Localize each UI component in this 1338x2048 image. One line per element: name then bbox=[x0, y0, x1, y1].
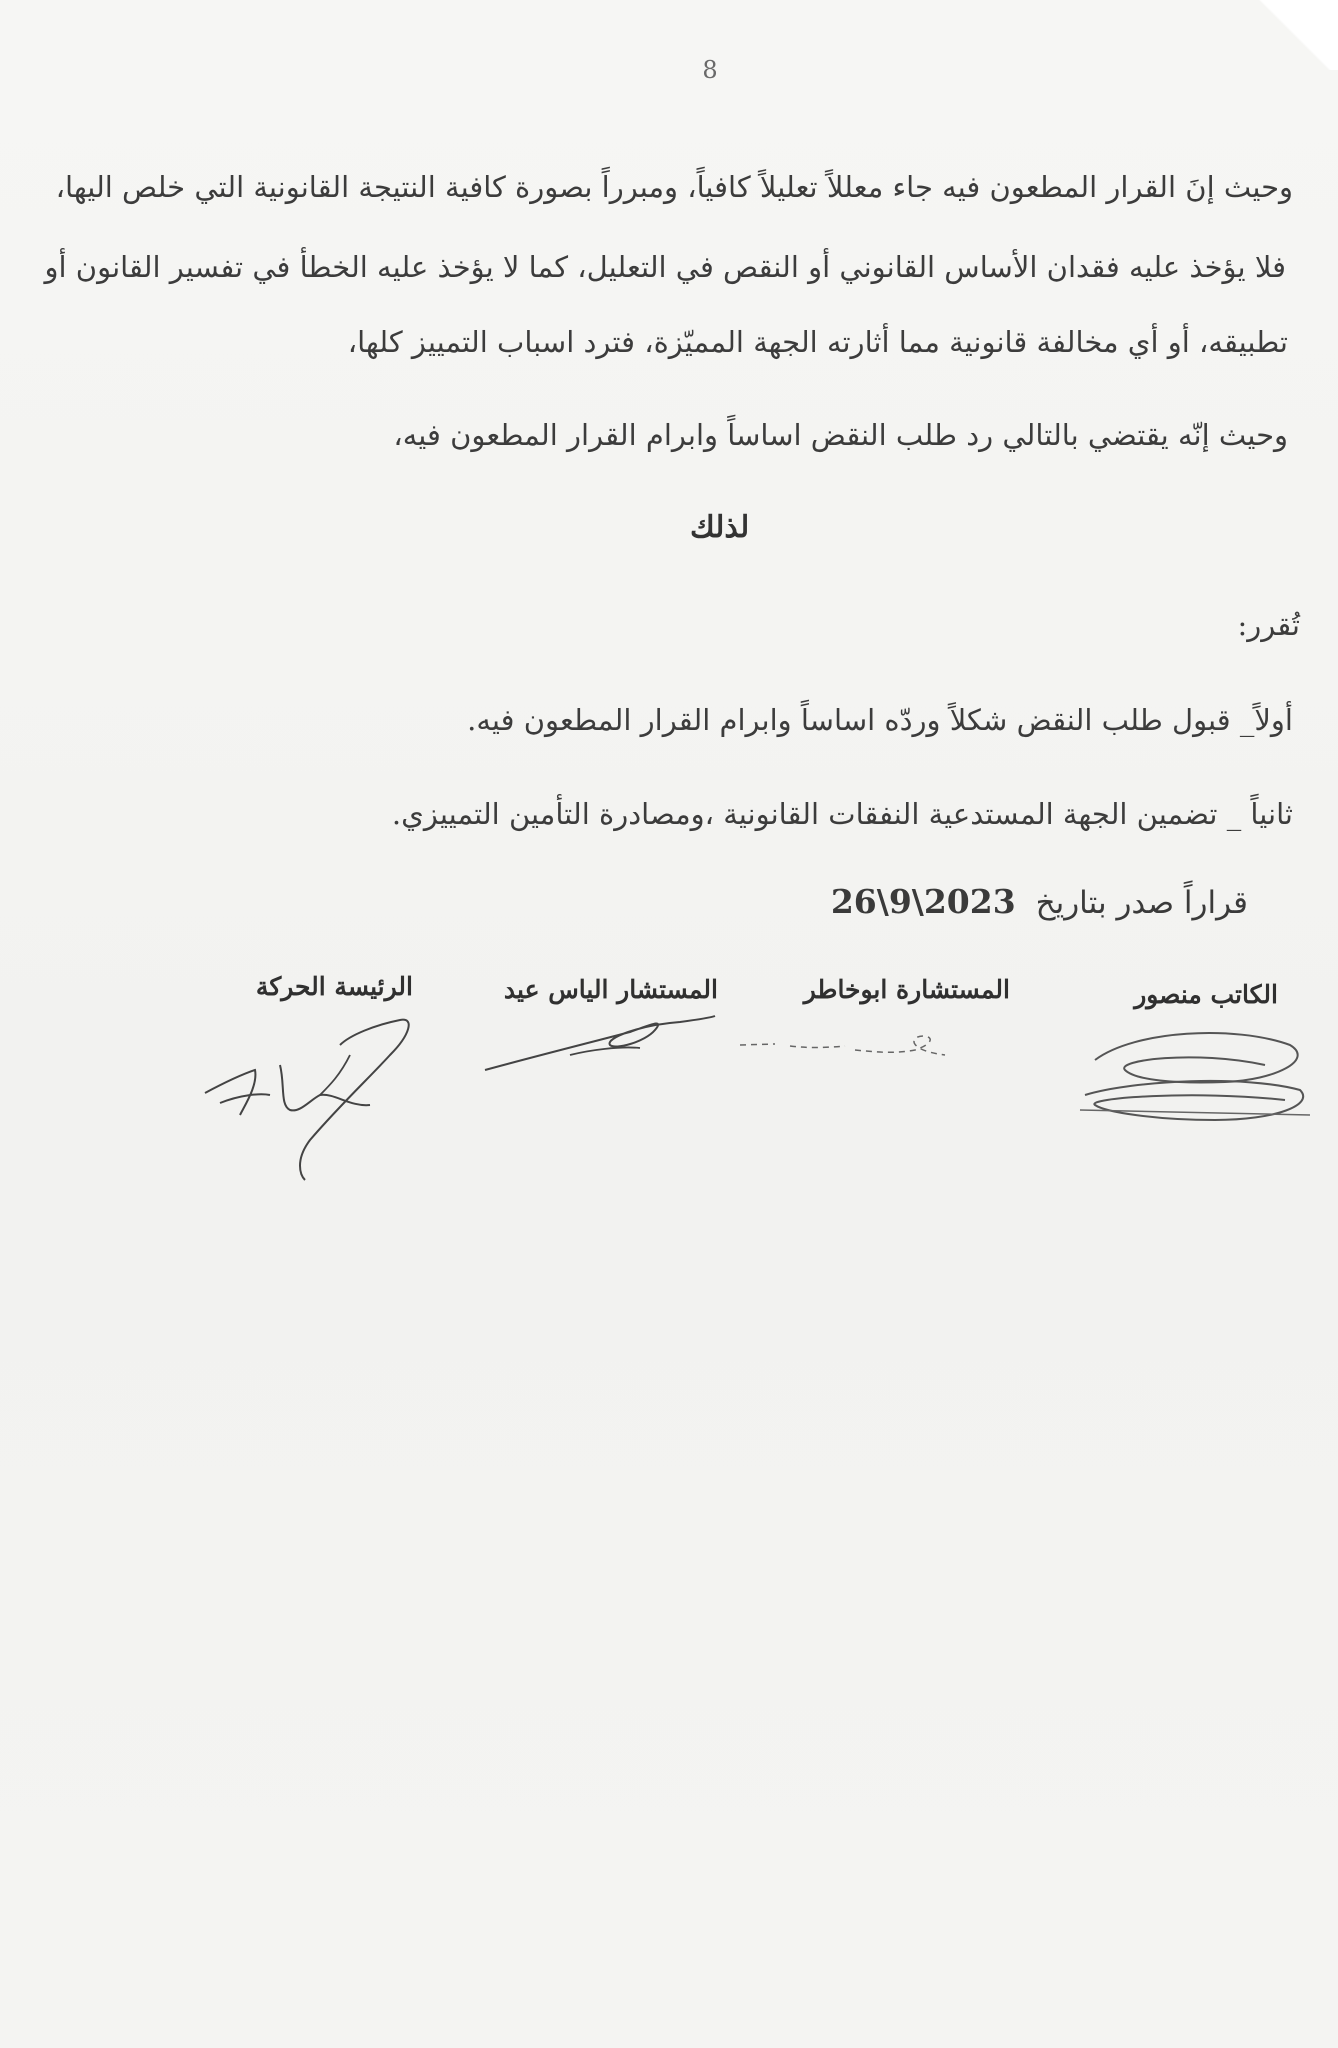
signature-counselor-1 bbox=[735, 1030, 955, 1070]
signatory-clerk-name: الكاتب منصور bbox=[1134, 980, 1278, 1009]
decides-label: تُقرر: bbox=[1237, 608, 1300, 642]
heading-therefore: لذلك bbox=[690, 510, 750, 545]
decision-item-2: ثانياً _ تضمين الجهة المستدعية النفقات القانونية ،ومصادرة التأمين التمييزي. bbox=[391, 797, 1293, 831]
decision-item-1: أولاً_ قبول طلب النقض شكلاً وردّه اساساً وابرام القرار المطعون فيه. bbox=[467, 703, 1293, 737]
decision-date: 2023\9\26 bbox=[830, 882, 1016, 921]
paragraph-1-line-3: تطبيقه، أو أي مخالفة قانونية مما أثارته الجهة المميّزة، فترد اسباب التمييز كلها، bbox=[347, 325, 1288, 359]
signatory-counselor-2-name: المستشار الياس عيد bbox=[503, 975, 718, 1004]
paragraph-2: وحيث إنّه يقتضي بالتالي رد طلب النقض اساساً وابرام القرار المطعون فيه، bbox=[393, 418, 1288, 452]
signature-clerk bbox=[1075, 1020, 1315, 1130]
decision-issued-label: قراراً صدر بتاريخ bbox=[1035, 885, 1248, 921]
signature-president bbox=[200, 1015, 420, 1185]
signatory-counselor-1-name: المستشارة ابوخاطر bbox=[803, 975, 1010, 1004]
paragraph-1-line-2: فلا يؤخذ عليه فقدان الأساس القانوني أو النقص في التعليل، كما لا يؤخذ عليه الخطأ في تفسير القانون أو bbox=[44, 250, 1286, 284]
paragraph-1-line-1: وحيث إنَ القرار المطعون فيه جاء معللاً تعليلاً كافياً، ومبرراً بصورة كافية النتيجة القانونية التي خلص اليها، bbox=[55, 170, 1293, 204]
signatory-president-name: الرئيسة الحركة bbox=[255, 972, 413, 1001]
page-number: 8 bbox=[702, 56, 718, 84]
decision-date-line bbox=[831, 882, 1248, 921]
signature-counselor-2 bbox=[480, 1010, 720, 1080]
